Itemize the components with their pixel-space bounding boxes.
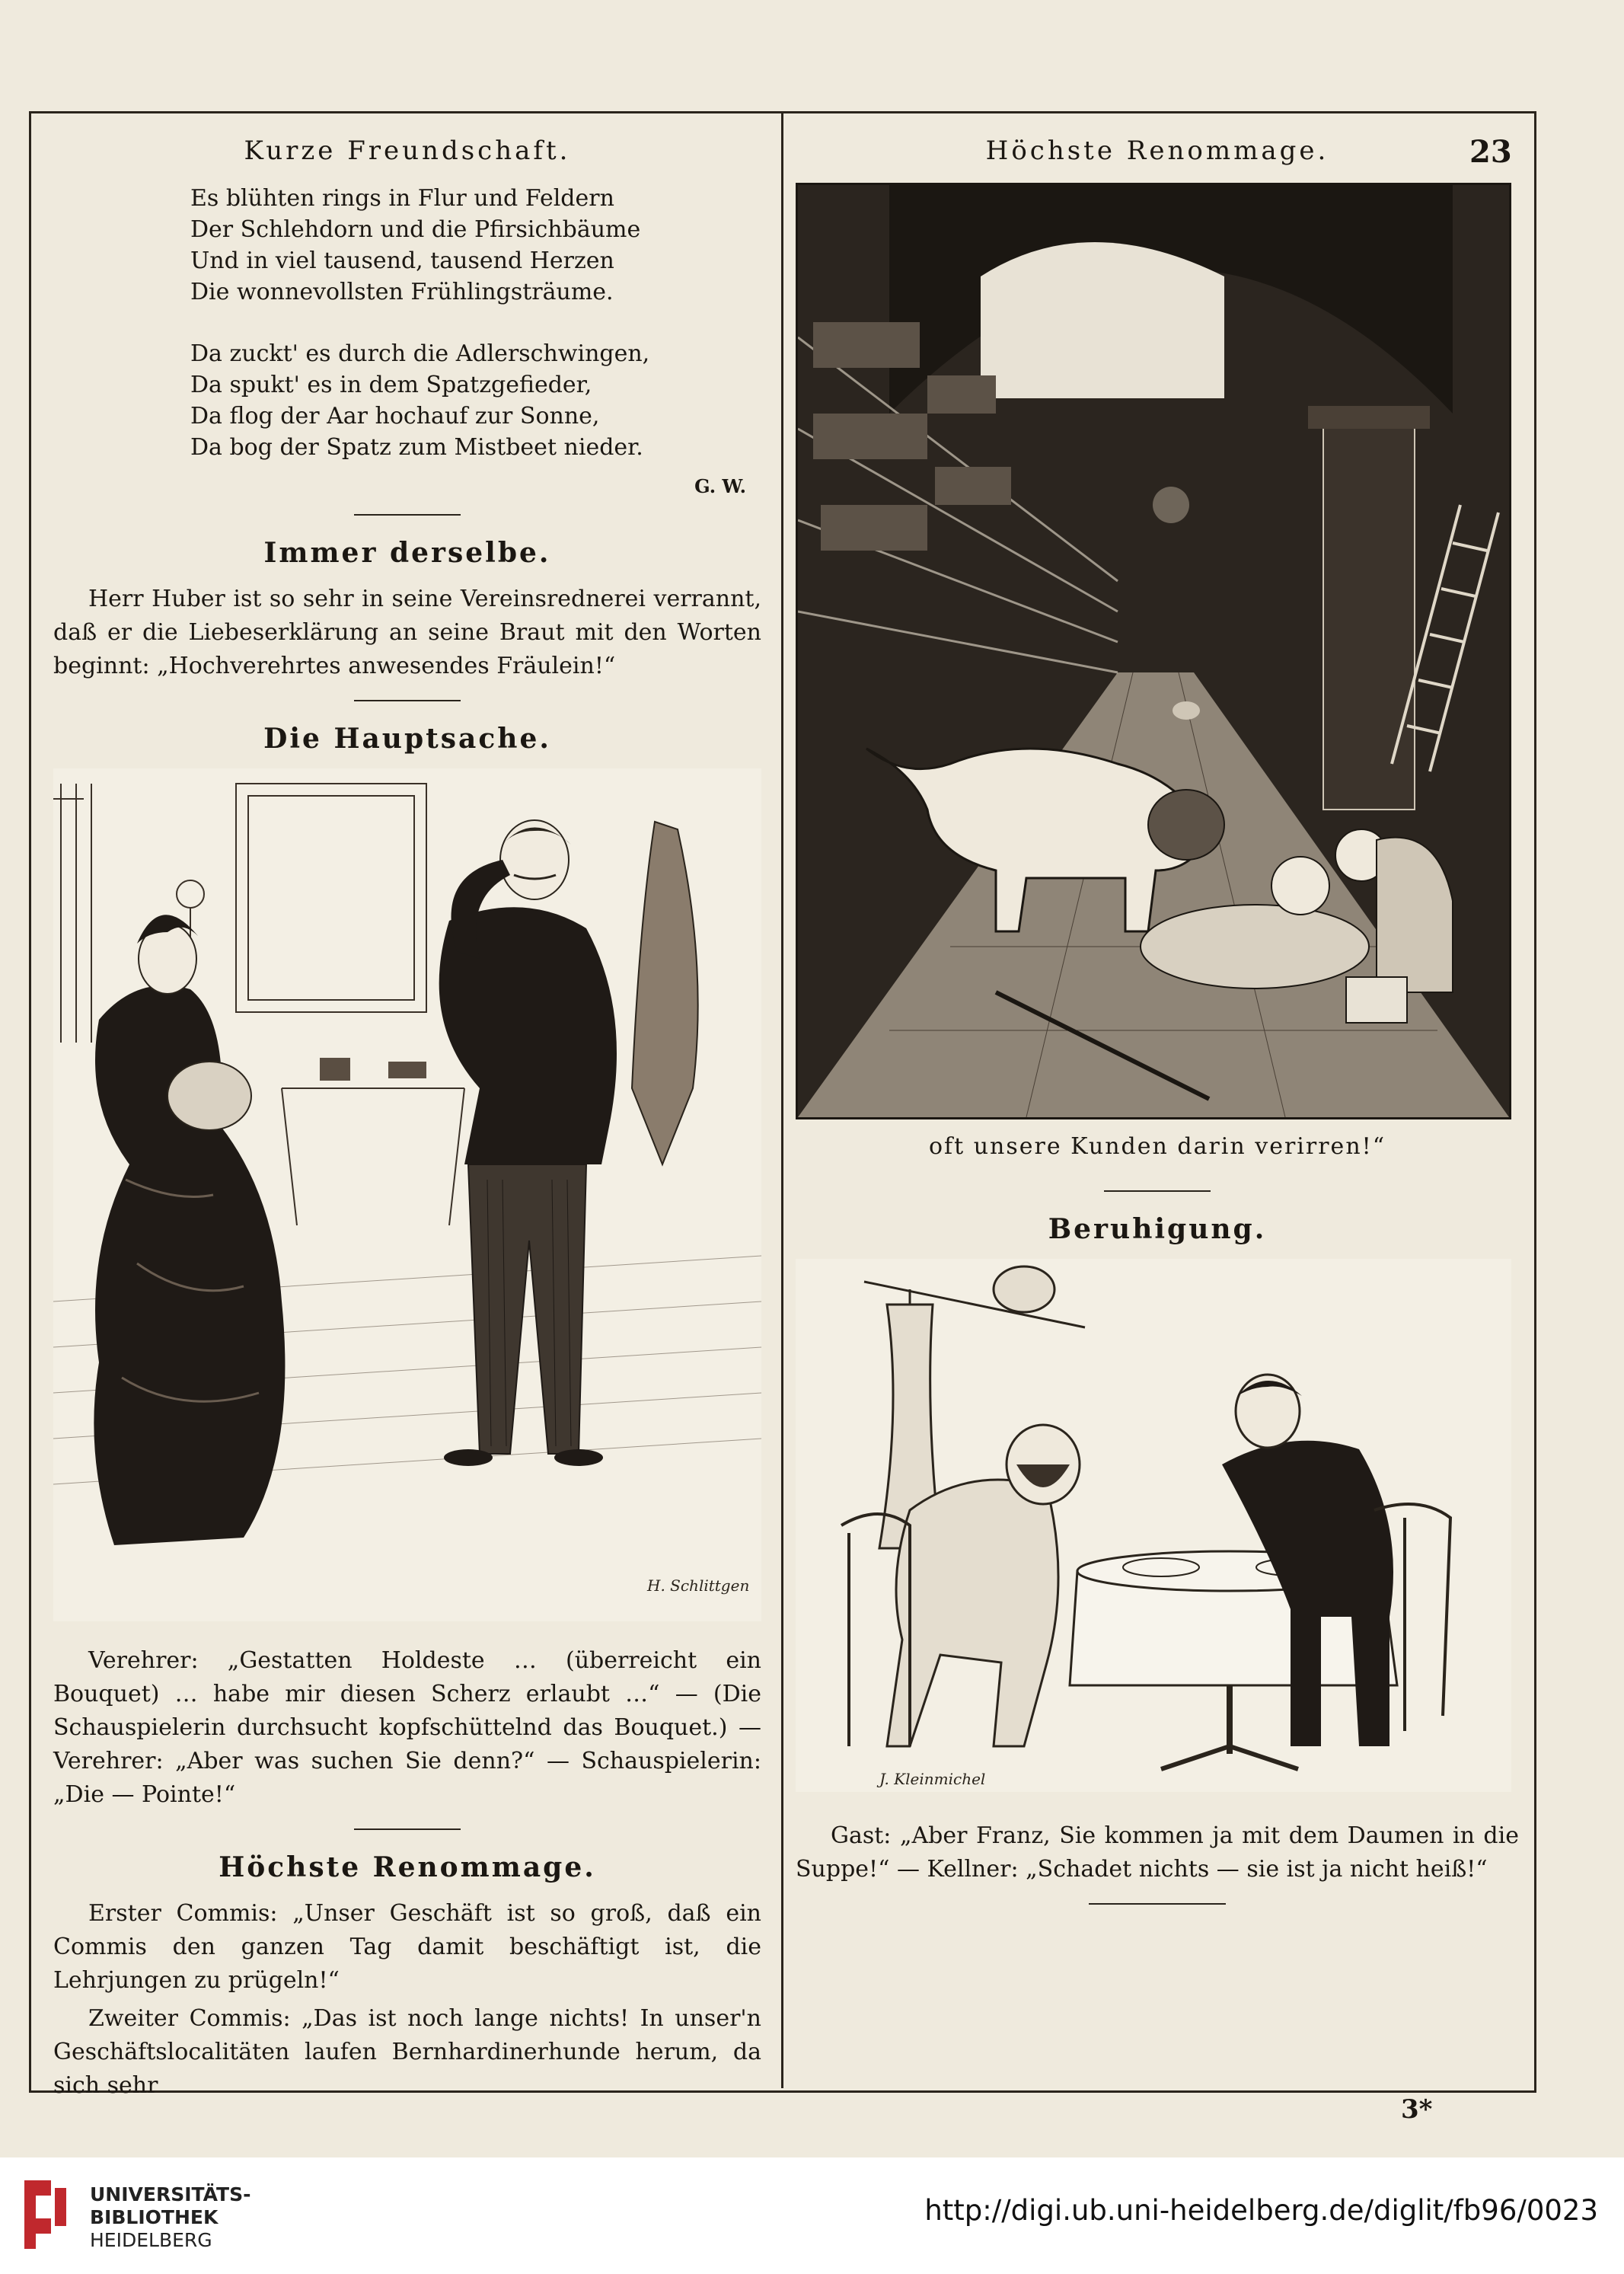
hauptsache-title: Die Hauptsache.: [263, 723, 551, 755]
library-name-line1: UNIVERSITÄTS-: [90, 2183, 251, 2205]
section-rule: [1104, 1190, 1211, 1192]
hauptsache-illustration: [53, 768, 761, 1621]
poem-stanza-2: [190, 338, 761, 463]
left-running-head: Kurze Freundschaft.: [244, 136, 571, 166]
beruhigung-illustration: [796, 1259, 1511, 1792]
beruhigung-artist-signature: J. Kleinmichel: [879, 1770, 986, 1788]
hauptsache-artist-signature: H. Schlittgen: [647, 1576, 750, 1595]
waiter-guest-drawing: [796, 1259, 1511, 1792]
poem-stanza-1: [190, 183, 761, 308]
poem-line: Die wonnevollsten Frühlingsträume.: [190, 279, 614, 305]
section-rule: [354, 700, 461, 701]
poem-line: Der Schlehdorn und die Pfirsichbäume: [190, 216, 641, 243]
sheet-mark: 3*: [1401, 2094, 1433, 2125]
section-rule: [1089, 1903, 1226, 1905]
poem-line: Es blühten rings in Flur und Feldern: [190, 185, 614, 212]
poem-line: Da bog der Spatz zum Mistbeet nieder.: [190, 434, 643, 461]
poem-signature: G. W.: [694, 475, 746, 497]
column-divider: [781, 111, 783, 2088]
poem-line: Da zuckt' es durch die Adlerschwingen,: [190, 340, 650, 367]
warehouse-illustration: [796, 183, 1511, 1119]
library-name: [90, 2183, 250, 2252]
poem-line: Und in viel tausend, tausend Herzen: [190, 248, 614, 274]
heidelberg-logo-icon: [17, 2173, 70, 2256]
library-footer: [0, 2157, 1624, 2274]
renommage-title: Höchste Renommage.: [219, 1851, 596, 1883]
renommage-caption: oft unsere Kunden darin verirren!“: [928, 1133, 1386, 1160]
immer-title: Immer derselbe.: [263, 537, 551, 569]
section-rule: [354, 514, 461, 516]
left-column: [53, 122, 761, 2107]
library-name-line3: HEIDELBERG: [90, 2229, 212, 2251]
warehouse-dogs-drawing: [798, 185, 1509, 1117]
poem: [190, 183, 761, 463]
section-rule: [354, 1828, 461, 1830]
actress-admirer-drawing: [53, 768, 761, 1621]
library-name-line2: BIBLIOTHEK: [90, 2206, 219, 2228]
renommage-text-1: Erster Commis: „Unser Geschäft ist so groß, daß ein Commis den ganzen Tag damit beschäftigt ist, die Lehrjungen zu prügeln!“: [53, 1900, 761, 1994]
right-running-head: Höchste Renommage.: [985, 136, 1329, 166]
page-number: 23: [1469, 134, 1512, 170]
beruhigung-title: Beruhigung.: [1048, 1213, 1267, 1245]
hauptsache-text: Verehrer: „Gestatten Holdeste … (überreicht ein Bouquet) … habe mir diesen Scherz erlaubt …“ — (Die Schauspielerin durchsucht kopfschüttelnd das Bouquet.) — Verehrer: „Aber was suchen Sie denn?“ — Schauspielerin: „Die — Pointe!“: [53, 1647, 761, 1808]
right-column: [796, 122, 1519, 1926]
poem-line: Da flog der Aar hochauf zur Sonne,: [190, 403, 600, 430]
immer-text: Herr Huber ist so sehr in seine Vereinsrednerei verrannt, daß er die Liebeserklärung an seine Braut mit den Worten beginnt: „Hochverehrtes anwesendes Fräulein!“: [53, 586, 761, 679]
poem-line: Da spukt' es in dem Spatzgefieder,: [190, 372, 592, 398]
permalink-url[interactable]: http://digi.ub.uni-heidelberg.de/diglit/fb96/0023: [924, 2194, 1598, 2227]
beruhigung-text: Gast: „Aber Franz, Sie kommen ja mit dem Daumen in die Suppe!“ — Kellner: „Schadet nichts — sie ist ja nicht heiß!“: [796, 1822, 1519, 1883]
renommage-text-2: Zweiter Commis: „Das ist noch lange nichts! In unser'n Geschäftslocalitäten laufen Bernhardinerhunde herum, da sich sehr: [53, 2005, 761, 2099]
